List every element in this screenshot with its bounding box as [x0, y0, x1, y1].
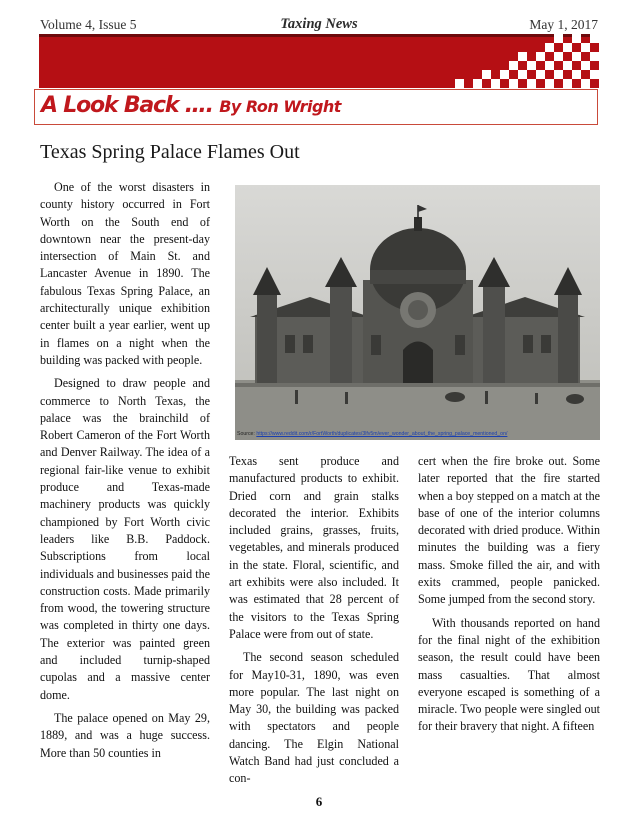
section-title — [41, 93, 341, 118]
issue-date: May 1, 2017 — [529, 17, 598, 32]
spring-palace-photo — [235, 185, 600, 440]
article-column-2 — [229, 453, 399, 794]
article-column-3 — [418, 453, 600, 742]
paragraph: One of the worst disasters in county history occurred in Fort Worth on the South end of downtown near the present-day intersection of Main St. and Lancaster Avenue in 1890. The fabulous Texas Spring Palace, an architecturally unique exhibition center built a year earlier, went up in flames on a night when the building was packed with people. — [40, 180, 210, 367]
paragraph: Texas sent produce and manufactured products to exhibit. Dried corn and grain stalks decorated the interior. Exhibits included grains, grasses, fruits, vegetables, and minerals produced in the state. Floral, scientific, and art exhibits were also included. It was estimated that 28 percent of the visitors to the Texas Spring Palace were from out of state. — [229, 454, 399, 641]
volume-label: Volume 4, Issue 5 — [40, 17, 137, 32]
source-link[interactable]: https://www.reddit.com/r/FortWorth/duplicates/3lfv5m/ever_wonder_about_the_spring_palace_mentioned_on/ — [256, 431, 508, 437]
paragraph: With thousands reported on hand for the final night of the exhibition season, the result could have been mass casualties. That almost everyone escaped is something of a miracle. Two people were singled out for their bravery that night. A fifteen — [418, 615, 600, 734]
palace-illustration — [235, 185, 600, 440]
section-heading-box — [34, 89, 598, 125]
newsletter-name: Taxing News — [280, 16, 358, 32]
page-number: 6 — [315, 794, 323, 809]
section-byline: By Ron Wright — [219, 97, 341, 116]
checker-pattern — [399, 34, 599, 88]
paragraph: cert when the fire broke out. Some later reported that the fire started when a boy stepped on a match at the base of one of the interior columns decorated with dried produce. Within minutes the building was a fiery mass. Smoke filled the air, and with exits crammed, people panicked. Some jumped from the second story. — [418, 454, 600, 607]
source-label: Source: — [237, 431, 257, 437]
article-headline: Texas Spring Palace Flames Out — [40, 141, 300, 163]
header-banner — [39, 34, 599, 88]
section-title-text: A Look Back …. — [41, 93, 220, 118]
paragraph: The second season scheduled for May10-31, 1890, was even more popular. The last night on May 30, the building was packed with spectators and people dancing. The Elgin National Watch Band had just concluded a con- — [229, 650, 399, 786]
photo-source-credit — [237, 431, 507, 437]
article-column-1 — [40, 179, 210, 768]
paragraph: The palace opened on May 29, 1889, and was a huge success. More than 50 counties in — [40, 710, 210, 760]
paragraph: Designed to draw people and commerce to North Texas, the palace was the brainchild of Robert Cameron of the Fort Worth and Denver Railway. The idea of a regional fair-like venue to exhibit produce and Texas-made machinery products was quickly championed by Fort Worth civic leaders like B.B. Paddock. Subscriptions from local individuals and businesses paid the construction costs. Made primarily from wood, the towering structure was completed in thirty one days. The exterior was painted green and included turnip-shaped cupolas and a massive center dome. — [40, 376, 210, 702]
